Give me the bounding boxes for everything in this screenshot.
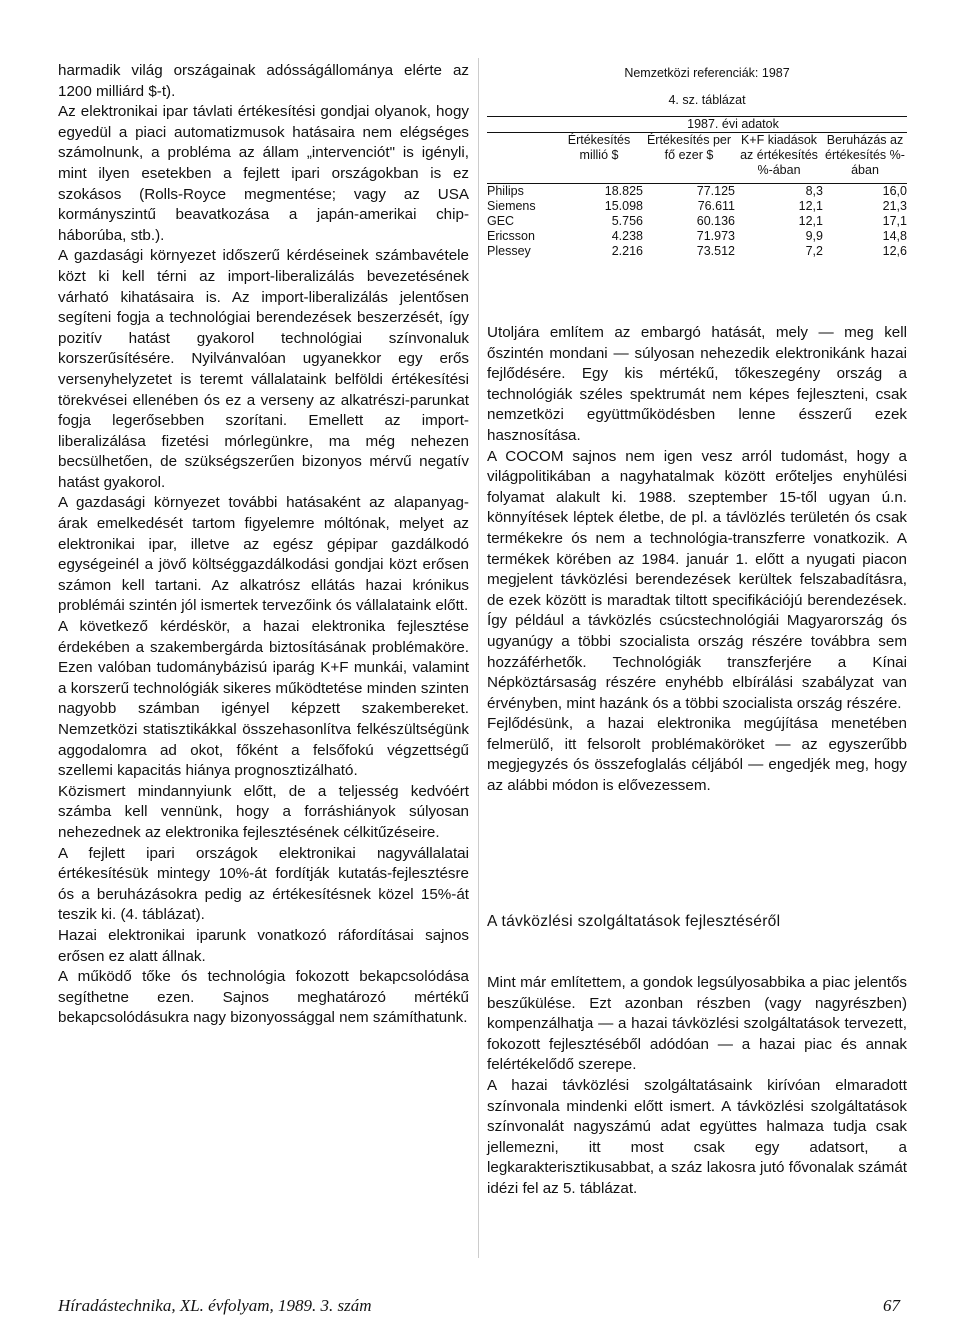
- row-name: Plessey: [487, 244, 531, 258]
- cell: 8,3: [805, 184, 823, 198]
- column-header: Értékesítés millió $: [567, 133, 631, 162]
- paragraph: A gazdasági környezet időszerű kérdéseinek számbavétele közt ki kell térni az import-liberalizálás bevezetésének várható kihatásaira is. Az import-liberalizálás jelentősen segíteni fogja a technológiai berendezések beszerzését, így pozitív hatást gyakorol technológiai színvonaluk korszerűsítésére. Nyilvánvalóan ugyanekkor egy erős versenyhelyzetet is teremt vállalataink belföldi értékesítési törekvései ellenében ós ez a verseny az alkatrészi-parunkat fogja legerősebben szorítani. Emellett az import-liberalizálása fizetési mórlegünkre, ma még nehezen becsülhetően, de szükségszerűen bizonyos mérvű negatív hatást gyakorol.: [58, 247, 469, 491]
- table-row: [487, 199, 907, 214]
- left-column: [58, 61, 469, 1029]
- column-header: Beruházás az értékesítés %-ában: [825, 133, 905, 177]
- cell: 7,2: [805, 244, 823, 258]
- cell: 17,1: [882, 214, 907, 228]
- cell: 73.512: [696, 244, 735, 258]
- right-column: [487, 323, 907, 797]
- table-row: [487, 214, 907, 229]
- paragraph: Az elektronikai ipar távlati értékesítési gondjai olyanok, hogy egyedül a piaci automatizmusok hatásaira nem elégséges számolnunk, a probléma az állam „intervenciót" is igényli, mint ilyen esetekben a fejlett ipari országokban is ez szokásos (Rolls-Royce megmentése; vagy az USA kormányszintű beavatkozása a japán-amerikai chip-háborúba, stb.).: [58, 103, 469, 244]
- cell: 5.756: [611, 214, 643, 228]
- paragraph: A fejlett ipari országok elektronikai nagyvállalatai értékesítésük mintegy 10%-át fordítják kutatás-fejlesztésre ós a beruházásokra pedig az értékesítésnek közel 15%-át teszik ki. (4. táblázat).: [58, 844, 469, 924]
- paragraph: Utoljára említem az embargó hatását, mely — meg kell őszintén mondani — súlyosan nehezedik elektronikánk hazai fejlődésére. Egy kis mértékű, tőkeszegény ország a technológiák széles spektrumát nem képes fejleszteni, csak nemzetközi együttműködésben lenne ésszerű ezek hasznosítása.: [487, 324, 907, 444]
- paragraph: A következő kérdéskör, a hazai elektronika fejlesztése érdekében a szakembergárda biztosításának problémaköre. Ezen valóban tudománybázisú iparág K+F munkái, valamint a korszerű technológiák sikeres működtetése minden szinten nagyobb számban igényel képzett szakembereket. Nemzetközi statisztikákkal összehasonlítva felkészültségünk aggodalomra ad okot, főként a felsőfokú végzettségű szellemi kapacitás hiánya prognosztizálható.: [58, 618, 469, 780]
- paragraph: Fejlődésünk, a hazai elektronika megújítása menetében felmerülő, itt felsorolt problémaköröket — az egyszerűbb megjegyzés ós összefoglalás céljából — engedjék meg, hogy az alábbi módon is elővezessem.: [487, 715, 907, 795]
- paragraph: Közismert mindannyiunk előtt, de a teljesség kedvóért számba kell vennünk, hogy a forráshiányok súlyosan nehezednek az elektronika fejlesztésének célkitűzéseire.: [58, 782, 469, 841]
- journal-footer: Híradástechnika, XL. évfolyam, 1989. 3. szám: [58, 1296, 372, 1315]
- paragraph: A hazai távközlési szolgáltatásaink kirívóan elmaradott színvonala mindenki előtt ismert. A távközlési szolgáltatások színvonalát nagyszámú adat együttes halmaza tudja csak jellemezni, itt most csak egy adatsort, a legkarakterisztikusabbat, a száz lakosra jutó fővonalak számát idézi fel az 5. táblázat.: [487, 1076, 907, 1197]
- cell: 14,8: [882, 229, 907, 243]
- cell: 16,0: [882, 184, 907, 198]
- table-title: 4. sz. táblázat: [668, 93, 746, 107]
- cell: 76.611: [697, 199, 735, 213]
- paragraph: Mint már említettem, a gondok legsúlyosabbika a piac jelentős beszűkülése. Ezt azonban részben (vagy nagyrészben) kompenzálhatja — a hazai távközlési szolgáltatások tervezett, fokozott fejlesztéséből adódóan — a hazai piac és annak felértékelődő szerepe.: [487, 974, 907, 1074]
- group-header: 1987. évi adatok: [687, 117, 779, 131]
- cell: 21,3: [882, 199, 907, 213]
- row-name: Siemens: [487, 199, 536, 213]
- cell: 12,1: [798, 199, 823, 213]
- row-name: Philips: [487, 184, 524, 198]
- paragraph: Hazai elektronikai iparunk vonatkozó ráfordításai sajnos erősen ez alatt állnak.: [58, 926, 469, 965]
- cell: 4.238: [611, 229, 643, 243]
- paragraph: A COCOM sajnos nem igen vesz arról tudomást, hogy a világpolitikában a nagyhatalmak között erőteljes enyhülési folyamat alakult ki. 1988. szeptember 15-től ugyan ú.n. könnyítések léptek életbe, de pl. a távlözlés területén ós csak termékekre ós nem a technológia-transzferre vonatkozik. A termékek körében az 1984. január 1. előtt a nyugati piacon megjelent távközlési berendezések kerültek felszabadításra, de ezek között is maradtak tiltott specifikációjú berendezések. Így például a távközlés csúcstechnológiái Magyarország ós ugyanúgy a többi szocialista ország részére továbbra sem hozzáférhetők. Technológiák transzferjére a Kínai Népköztársaság részére enyhébb elbírálási szabályzat van érvényben, mint hazánk ós a többi szocialista ország részére.: [487, 447, 907, 712]
- table-reference: Nemzetközi referenciák: 1987: [624, 66, 790, 80]
- section-heading: A távközlési szolgáltatások fejlesztéséről: [487, 913, 781, 930]
- table-row: [487, 229, 907, 244]
- column-divider: [478, 58, 479, 1258]
- table-4: [487, 66, 907, 259]
- cell: 2.216: [611, 244, 643, 258]
- cell: 18.825: [604, 184, 643, 198]
- cell: 12,1: [798, 214, 823, 228]
- cell: 12,6: [882, 244, 907, 258]
- right-column-section: [487, 973, 907, 1200]
- column-header: K+F kiadások az értékesítés %-ában: [740, 133, 818, 177]
- cell: 71.973: [696, 229, 735, 243]
- cell: 9,9: [805, 229, 823, 243]
- data-table: [487, 117, 907, 259]
- cell: 60.136: [696, 214, 735, 228]
- paragraph: harmadik világ országainak adósságállománya elérte az 1200 milliárd $-t).: [58, 62, 469, 100]
- table-row: [487, 184, 907, 199]
- paragraph: A gazdasági környezet további hatásaként az alapanyag-árak emelkedését tartom figyelemre móltónak, melyet az elektronikai ipar, illetve az egész gépipar gazdálkodó egységeinél a jövő költséggazdálkodási gondjai közt erősen számon kell tartani. Az alkatrósz ellátás hazai krónikus problémái szintén jól ismertek tervezőink ós vállalataink előtt.: [58, 494, 469, 615]
- row-name: Ericsson: [487, 229, 535, 243]
- cell: 77.125: [696, 184, 735, 198]
- row-name: GEC: [487, 214, 515, 228]
- table-row: [487, 244, 907, 259]
- paragraph: A működő tőke ós technológia fokozott bekapcsolódása segíthetne ezen. Sajnos meghatározó mértékű bekapcsolódásukra nagy bizonyossággal nem számíthatunk.: [58, 968, 469, 1027]
- page-number: 67: [883, 1296, 900, 1315]
- column-header: Értékesítés per fő ezer $: [646, 133, 732, 162]
- cell: 15.098: [604, 199, 643, 213]
